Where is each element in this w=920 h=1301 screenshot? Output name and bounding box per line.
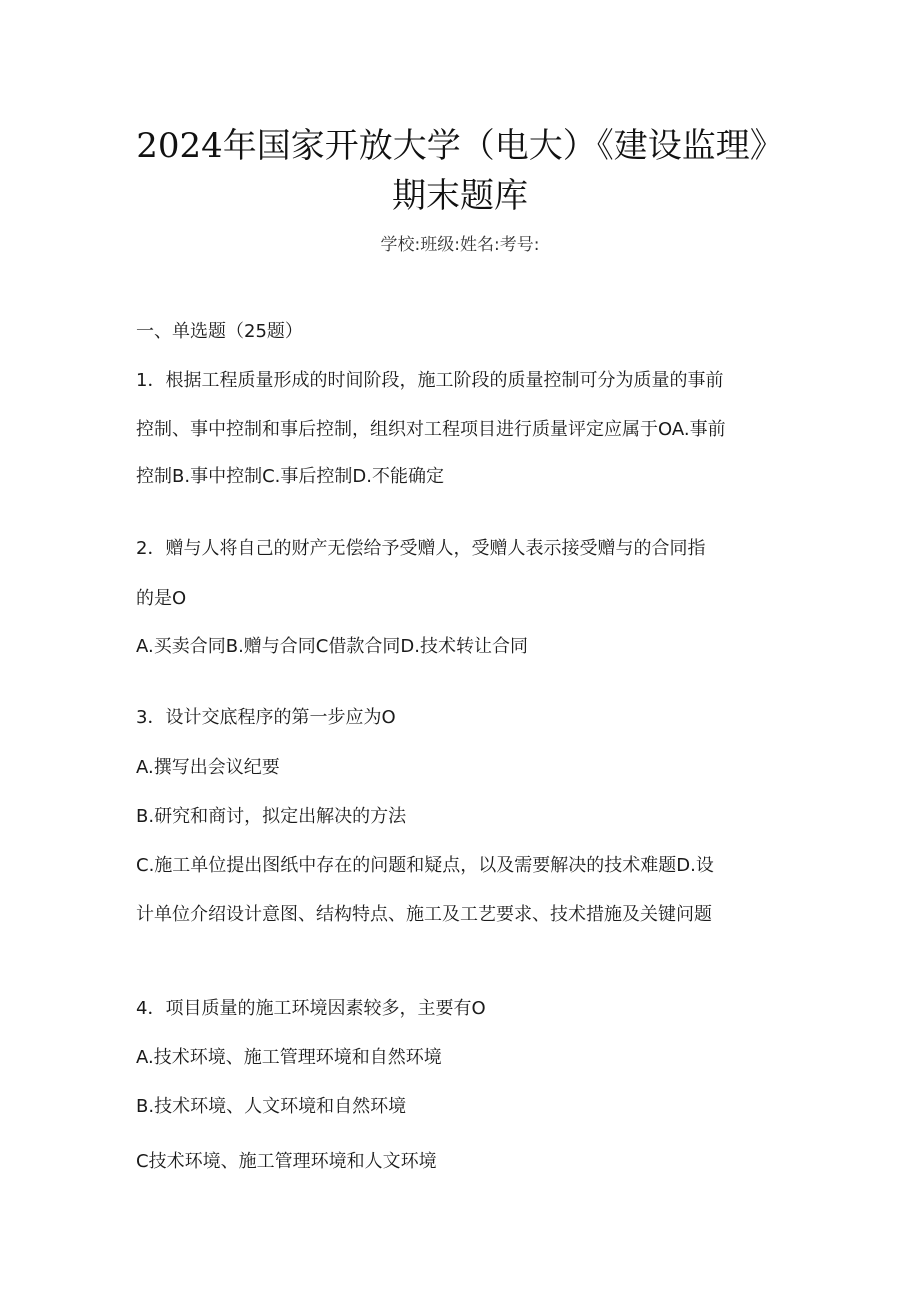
question-option-b: B.技术环境、人文环境和自然环境	[136, 1096, 407, 1117]
document-title-line-1: 2024年国家开放大学（电大）《建设监理》	[136, 126, 784, 166]
question-text-line: 3．设计交底程序的第一步应为O	[136, 707, 396, 728]
question-text-line: 2．赠与人将自己的财产无偿给予受赠人，受赠人表示接受赠与的合同指	[136, 538, 706, 559]
question-option-d: 计单位介绍设计意图、结构特点、施工及工艺要求、技术措施及关键问题	[136, 904, 712, 925]
question-text-line: 4．项目质量的施工环境因素较多，主要有O	[136, 998, 486, 1019]
question-option-c: C.施工单位提出图纸中存在的问题和疑点，以及需要解决的技术难题D.设	[136, 855, 714, 876]
question-text-line: 1．根据工程质量形成的时间阶段，施工阶段的质量控制可分为质量的事前	[136, 370, 724, 391]
question-text-line: 的是O	[136, 588, 187, 609]
section-heading: 一、单选题（25题）	[136, 321, 303, 342]
question-option-a: A.撰写出会议纪要	[136, 757, 280, 778]
question-options-line: A.买卖合同B.赠与合同C借款合同D.技术转让合同	[136, 636, 528, 657]
student-info-line: 学校:班级:姓名:考号:	[380, 235, 540, 255]
question-options-line: 控制B.事中控制C.事后控制D.不能确定	[136, 466, 444, 487]
question-option-c: C技术环境、施工管理环境和人文环境	[136, 1151, 437, 1172]
question-option-a: A.技术环境、施工管理环境和自然环境	[136, 1047, 442, 1068]
question-text-line: 控制、事中控制和事后控制，组织对工程项目进行质量评定应属于OA.事前	[136, 419, 726, 440]
document-title-line-2: 期末题库	[392, 176, 528, 216]
question-option-b: B.研究和商讨，拟定出解决的方法	[136, 806, 407, 827]
